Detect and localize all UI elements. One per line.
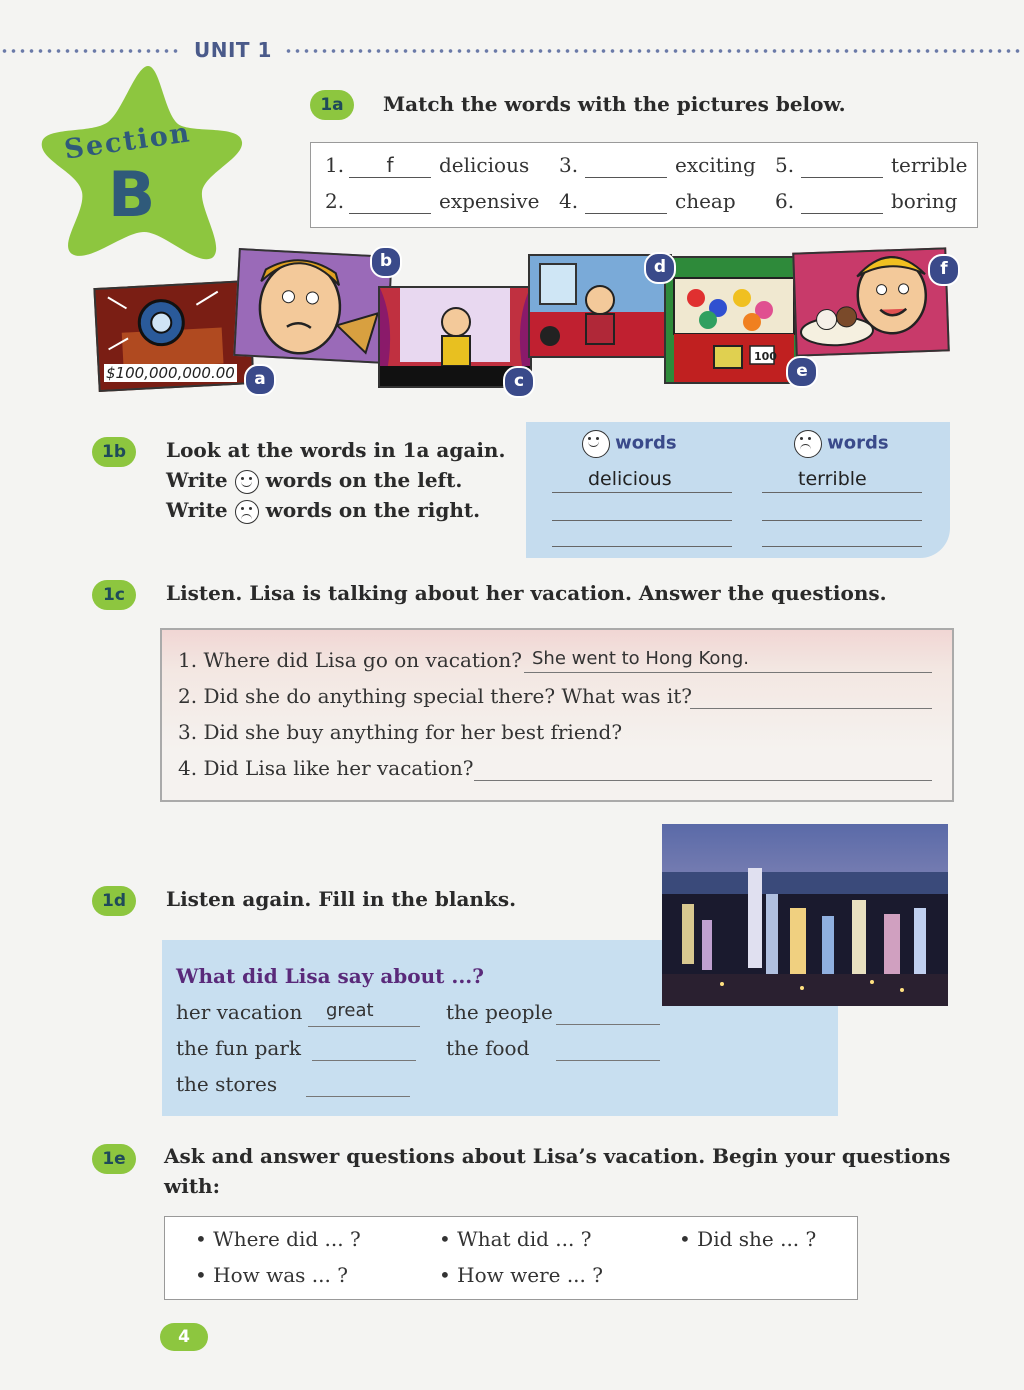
item-label-people: the people [446, 1000, 553, 1024]
instruction-1b-line2 [166, 468, 462, 494]
write-label-1: Write [166, 468, 228, 492]
starter-how-was: • How was ... ? [195, 1263, 348, 1287]
match-word-4: cheap [675, 189, 736, 213]
instruction-1d: Listen again. Fill in the blanks. [166, 887, 517, 911]
fill-blanks-heading: What did Lisa say about ...? [176, 964, 484, 988]
city-skyline-photo [662, 824, 948, 1006]
answer-1[interactable]: She went to Hong Kong. [532, 648, 749, 669]
question-starters-box [164, 1216, 858, 1300]
picture-f-happy-eating [792, 247, 950, 356]
picture-label-e: e [786, 356, 818, 388]
answer-line[interactable] [474, 780, 932, 781]
left-header-text: words [615, 432, 677, 454]
unit-title: UNIT 1 [194, 38, 272, 62]
right-header-text: words [827, 432, 889, 454]
write-label-2: Write [166, 498, 228, 522]
badge-1b: 1b [92, 437, 136, 467]
item-answer-vacation[interactable]: great [326, 1000, 374, 1021]
item-label-food: the food [446, 1036, 530, 1060]
left-direction-text: words on the left. [265, 468, 463, 492]
instruction-1b-line3 [166, 498, 480, 524]
match-word-1: delicious [439, 153, 530, 177]
header-dots-right [284, 48, 1024, 54]
picture-label-d: d [644, 252, 676, 284]
question-1: 1. Where did Lisa go on vacation? [178, 648, 522, 672]
match-num-2: 2. [325, 189, 345, 213]
picture-label-f: f [928, 254, 960, 286]
picture-e-gumball-machine [664, 256, 804, 384]
instruction-1a: Match the words with the pictures below. [383, 92, 846, 116]
badge-1d: 1d [92, 886, 136, 916]
answer-line[interactable] [556, 1060, 660, 1061]
answer-line[interactable] [524, 672, 932, 673]
instruction-1b-line1: Look at the words in 1a again. [166, 438, 506, 462]
match-word-3: exciting [675, 153, 756, 177]
answer-line[interactable] [306, 1096, 410, 1097]
instruction-1e-line2: with: [164, 1174, 220, 1198]
questions-box [160, 628, 954, 802]
picture-b-pizza-face [233, 248, 392, 364]
question-3: 3. Did she buy anything for her best friend? [178, 720, 623, 744]
starter-did-she: • Did she ... ? [679, 1227, 817, 1251]
happy-face-icon [235, 470, 259, 494]
answer-line[interactable] [690, 708, 932, 709]
right-column-header [794, 430, 889, 458]
instruction-1c: Listen. Lisa is talking about her vacation. Answer the questions. [166, 581, 887, 605]
item-label-fun-park: the fun park [176, 1036, 302, 1060]
left-answer[interactable]: delicious [588, 468, 672, 490]
match-blank-5[interactable] [801, 153, 883, 178]
item-label-stores: the stores [176, 1072, 278, 1096]
answer-line[interactable] [762, 546, 922, 547]
badge-1e: 1e [92, 1144, 136, 1174]
answer-line[interactable] [762, 520, 922, 521]
section-label: Section [62, 117, 194, 166]
picture-label-c: c [503, 366, 535, 398]
answer-line[interactable] [762, 492, 922, 493]
machine-price-label: 100 [754, 350, 777, 363]
picture-label-a: a [244, 364, 276, 396]
match-num-1: 1. [325, 153, 345, 177]
right-answer[interactable]: terrible [798, 468, 867, 490]
starter-what-did: • What did ... ? [439, 1227, 592, 1251]
match-blank-6[interactable] [801, 189, 883, 214]
answer-line[interactable] [552, 492, 732, 493]
match-blank-2[interactable] [349, 189, 431, 214]
right-direction-text: words on the right. [265, 498, 481, 522]
match-blank-3[interactable] [585, 153, 667, 178]
answer-line[interactable] [552, 546, 732, 547]
starter-how-were: • How were ... ? [439, 1263, 603, 1287]
match-num-3: 3. [559, 153, 579, 177]
match-blank-4[interactable] [585, 189, 667, 214]
badge-1a: 1a [310, 90, 354, 120]
sort-words-panel [526, 422, 950, 558]
match-num-4: 4. [559, 189, 579, 213]
question-2: 2. Did she do anything special there? What was it? [178, 684, 693, 708]
answer-line[interactable] [308, 1026, 420, 1027]
match-word-2: expensive [439, 189, 540, 213]
starter-where-did: • Where did ... ? [195, 1227, 361, 1251]
sad-face-icon [235, 500, 259, 524]
happy-face-icon [582, 430, 610, 458]
matching-box [310, 142, 978, 228]
answer-line[interactable] [312, 1060, 416, 1061]
badge-1c: 1c [92, 580, 136, 610]
match-num-6: 6. [775, 189, 795, 213]
picture-label-b: b [370, 246, 402, 278]
item-label-vacation: her vacation [176, 1000, 303, 1024]
match-word-5: terrible [891, 153, 968, 177]
sad-face-icon [794, 430, 822, 458]
left-column-header [582, 430, 677, 458]
answer-line[interactable] [556, 1024, 660, 1025]
match-blank-1[interactable]: f [349, 153, 431, 178]
section-letter: B [108, 158, 156, 231]
answer-line[interactable] [552, 520, 732, 521]
instruction-1e-line1: Ask and answer questions about Lisa’s vacation. Begin your questions [164, 1144, 951, 1168]
price-tag: $100,000,000.00 [106, 364, 235, 382]
match-num-5: 5. [775, 153, 795, 177]
page-number: 4 [160, 1323, 208, 1351]
header-dots-left [0, 48, 180, 54]
question-4: 4. Did Lisa like her vacation? [178, 756, 474, 780]
match-word-6: boring [891, 189, 958, 213]
